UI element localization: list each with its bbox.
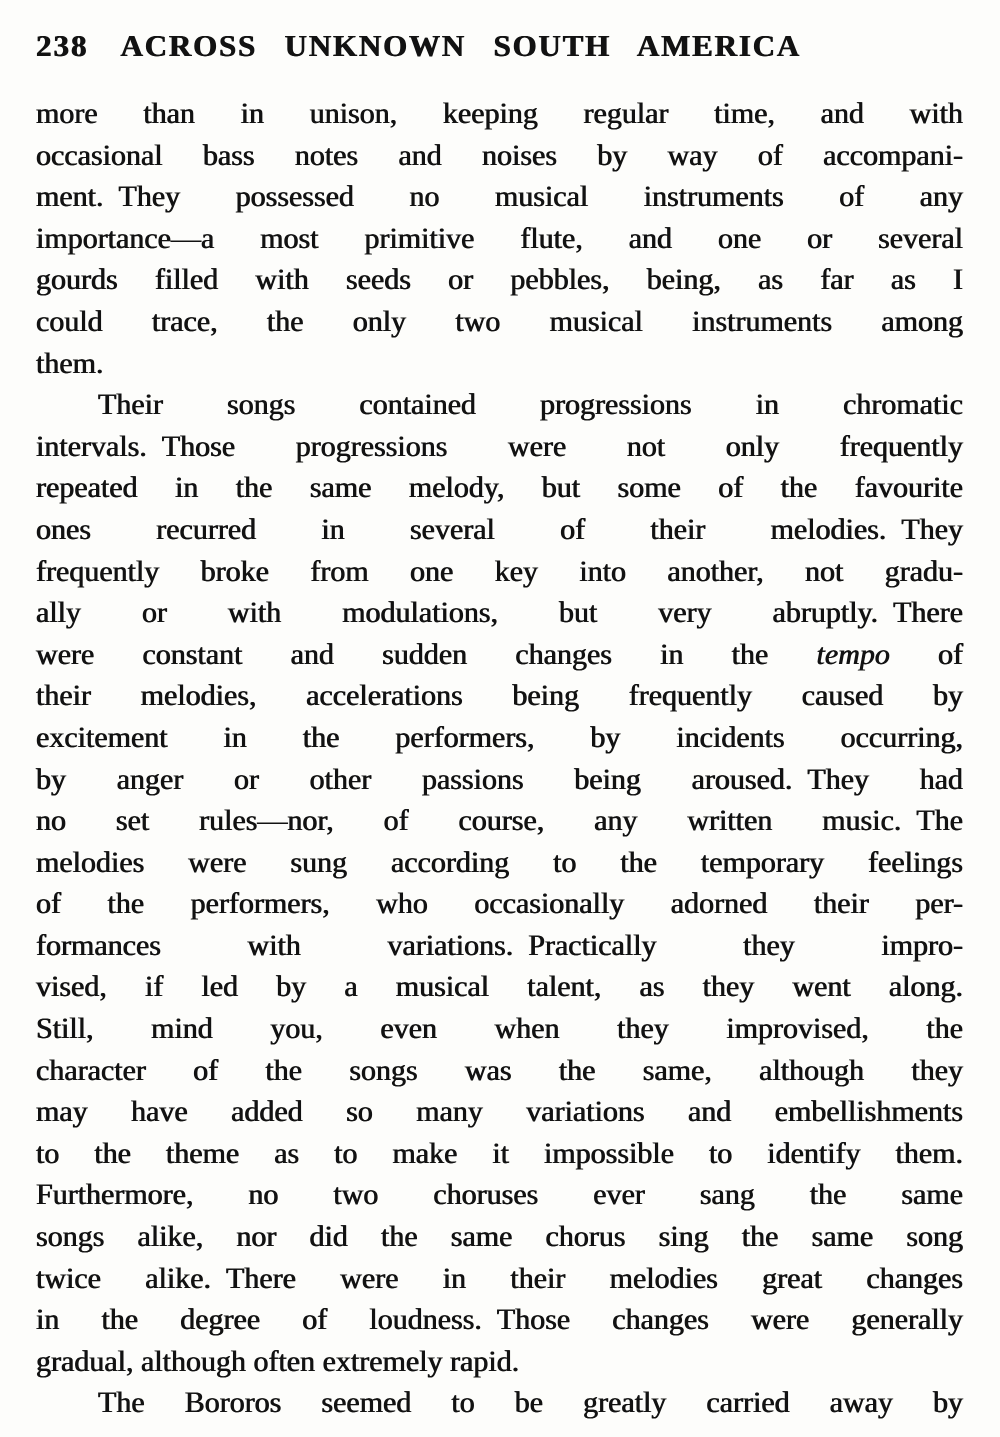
text-segment: them. <box>36 346 104 380</box>
text-line <box>36 509 963 551</box>
text-line <box>36 1299 963 1341</box>
text-line <box>36 259 963 301</box>
text-segment: in the degree of loudness. Those changes were generally <box>36 1303 963 1337</box>
text-segment: ally or with modulations, but very abruptly. There <box>36 596 963 630</box>
page-number: 238 <box>36 28 89 63</box>
text-segment: were constant and sudden changes in the <box>36 637 817 671</box>
text-line <box>36 301 963 343</box>
text-line <box>36 717 963 759</box>
text-segment: by anger or other passions being aroused. They had <box>36 762 963 796</box>
text-segment: ment. They possessed no musical instruments of any <box>36 180 963 214</box>
text-line <box>36 592 963 634</box>
text-segment: could trace, the only two musical instruments among <box>36 304 963 338</box>
text-segment: ones recurred in several of their melodies. They <box>36 512 963 546</box>
text-segment: formances with variations. Practically they impro- <box>36 928 963 962</box>
text-segment: intervals. Those progressions were not only frequently <box>36 429 963 463</box>
text-segment: their melodies, accelerations being frequently caused by <box>36 679 963 713</box>
text-segment: gradual, although often extremely rapid. <box>36 1344 520 1378</box>
text-segment: excitement in the performers, by incidents occurring, <box>36 720 963 754</box>
text-line <box>36 551 963 593</box>
text-line <box>36 93 963 135</box>
text-line <box>36 800 963 842</box>
text-segment: The Bororos seemed to be greatly carried away by <box>98 1386 963 1420</box>
text-line <box>36 1341 963 1383</box>
italic-text-segment: tempo <box>816 637 890 671</box>
text-line <box>36 426 963 468</box>
text-segment: more than in unison, keeping regular time, and with <box>36 97 963 130</box>
text-line <box>36 384 963 426</box>
text-line <box>36 343 963 385</box>
text-line <box>36 1133 963 1175</box>
text-segment: gourds filled with seeds or pebbles, being, as far as I <box>36 263 963 297</box>
text-segment: frequently broke from one key into another, not gradu- <box>36 554 963 588</box>
text-line <box>36 883 963 925</box>
running-header <box>36 26 963 66</box>
text-line <box>36 634 963 676</box>
running-title: ACROSS UNKNOWN SOUTH AMERICA <box>120 28 802 63</box>
text-segment: repeated in the same melody, but some of the favourite <box>36 471 963 505</box>
text-line <box>36 467 963 509</box>
text-segment: twice alike. There were in their melodies great changes <box>36 1261 963 1295</box>
text-line <box>36 135 963 177</box>
text-line <box>36 966 963 1008</box>
text-line <box>36 1382 963 1424</box>
text-segment: vised, if led by a musical talent, as they went along. <box>36 970 963 1004</box>
text-line <box>36 842 963 884</box>
text-line <box>36 176 963 218</box>
text-segment: to the theme as to make it impossible to identify them. <box>36 1136 963 1170</box>
text-line <box>36 1091 963 1133</box>
text-line <box>36 759 963 801</box>
text-segment: of the performers, who occasionally adorned their per- <box>36 887 963 921</box>
page-body <box>36 93 963 1424</box>
text-segment: melodies were sung according to the temporary feelings <box>36 845 963 879</box>
text-line <box>36 1258 963 1300</box>
text-segment: no set rules—nor, of course, any written music. The <box>36 804 963 838</box>
text-line <box>36 1008 963 1050</box>
text-line <box>36 218 963 260</box>
text-segment: occasional bass notes and noises by way of accompani- <box>36 138 963 172</box>
text-segment: Furthermore, no two choruses ever sang the same <box>36 1178 963 1212</box>
text-segment: character of the songs was the same, although they <box>36 1053 963 1087</box>
text-line <box>36 925 963 967</box>
text-segment: Still, mind you, even when they improvised, the <box>36 1012 963 1046</box>
text-segment: of <box>889 637 963 671</box>
text-line <box>36 675 963 717</box>
text-segment: Their songs contained progressions in chromatic <box>98 388 963 422</box>
text-segment: importance—a most primitive flute, and one or several <box>36 221 963 255</box>
text-line <box>36 1050 963 1092</box>
text-segment: may have added so many variations and embellishments <box>36 1095 963 1129</box>
text-line <box>36 1216 963 1258</box>
text-segment: songs alike, nor did the same chorus sing the same song <box>36 1220 963 1254</box>
text-line <box>36 1174 963 1216</box>
